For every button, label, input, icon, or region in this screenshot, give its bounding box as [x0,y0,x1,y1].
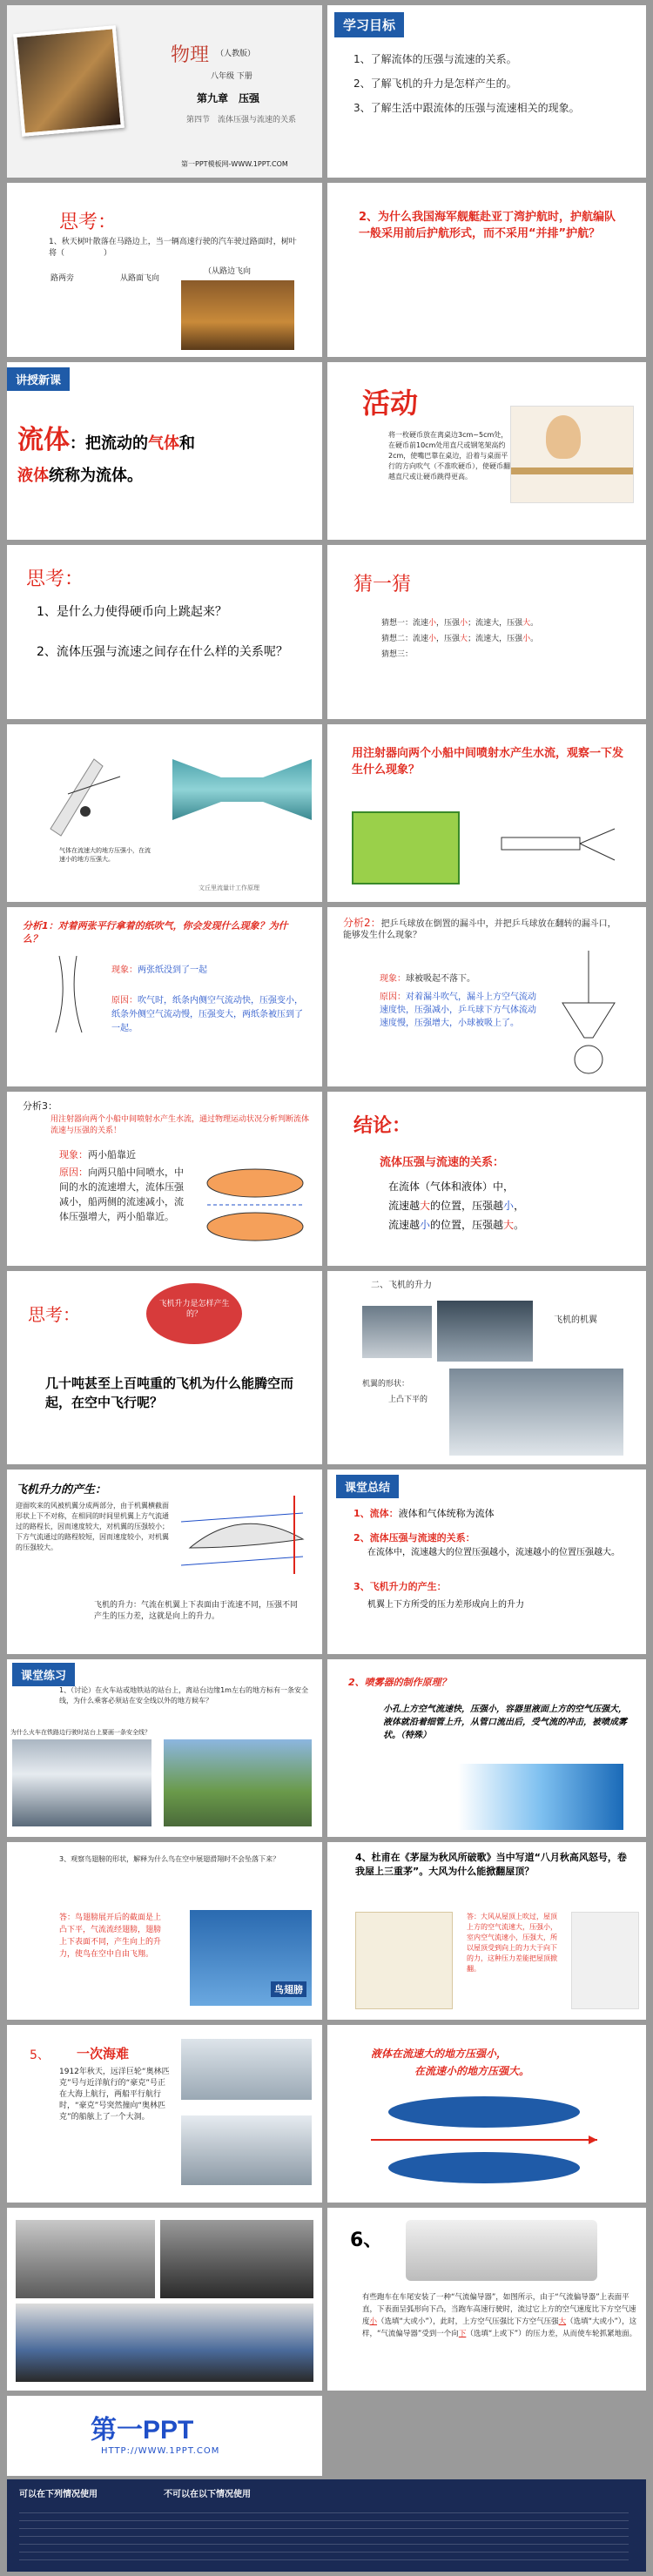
analysis3-lead: 分析3： [23,1100,57,1112]
option-from-roadside: （从路边飞向 [204,267,252,276]
two-ships-diagram [362,2088,606,2192]
syringe-sketch [493,811,623,881]
conclusion-title: 结论： [353,1115,412,1137]
bird-tag: 鸟翅膀 [271,1981,306,1997]
practice-header: 课堂练习 [12,1663,75,1686]
summary-point-3: 3、飞机升力的产生： [353,1581,447,1592]
analysis3-reason: 原因：向两只船中间喷水，中间的水的流速增大，流体压强减小，船两侧的流速减小，流体压强增大，两小船靠近。 [59,1167,184,1222]
conclusion-line-2: 流速越大的位置，压强越小， [388,1200,525,1212]
slide-guess [327,545,646,719]
slide-cars [7,2208,322,2391]
slide-syringe [327,724,646,902]
goal-item: 3、了解生活中跟流体的压强与流速相关的现象。 [353,102,580,114]
wing-label: 飞机的机翼 [554,1315,597,1325]
airfoil-diagram [181,1487,312,1583]
spoiler-car-photo [406,2220,597,2281]
shipwreck-number: 5、 [30,2048,50,2062]
car-photo-2 [160,2220,313,2298]
analysis2-phenomenon: 现象：球被吸起不落下。 [380,974,475,984]
think2-q2: 2、流体压强与流速之间存在什么样的关系呢？ [37,645,288,659]
slide-goals [327,5,646,178]
analysis3-phenomenon: 现象：两小船靠近 [59,1149,136,1160]
slide-roof [327,1842,646,2020]
shipwreck-title: 一次海难 [77,2046,130,2061]
goals-list [353,52,632,115]
slide-practice [7,1659,322,1837]
footer-logo: 第一PPT [91,2416,194,2445]
birds-question: 3、观察鸟翅膀的形状，解释为什么鸟在空中展翅滑翔时不会坠落下来？ [59,1855,280,1863]
plane-photo-1 [362,1306,432,1358]
analysis1-reason: 原因：吹气时，纸条内侧空气流动快，压强变小，纸条外侧空气流动慢，压强变大，两纸条被压到了一起。 [111,996,303,1033]
conclusion-line-1: 在流体（气体和液体）中， [388,1180,515,1193]
ship-photo-2 [181,2115,312,2185]
bird-photo [190,1910,312,2006]
sprayer-text: 小孔上方空气流速快，压强小，容器里液面上方的空气压强大，液体就沿着细管上升，从管口流出后，受气流的冲击，被喷成雾状。（特殊） [383,1705,627,1740]
birds-answer: 答：鸟翅膀展开后的截面是上凸下平，气流流经翅膀，翅膀上下表面不同，产生向上的升力，使鸟在空中自由飞翔。 [59,1914,162,1959]
footer-logo-panel [7,2396,322,2476]
cover-photo [13,25,125,137]
roof-illustration [571,1912,639,2009]
analysis1-phenomenon: 现象：两张纸没到了一起 [111,965,207,975]
footer-disallowed-title: 不可以在以下情况使用 [164,2490,251,2499]
goal-item: 1、了解流体的压强与流速的关系。 [353,53,517,65]
analysis1-title: 分析1：对着两张平行拿着的纸吹气，你会发现什么现象？为什么？ [23,920,288,945]
think2-q1: 1、是什么力使得硬币向上跳起来？ [37,605,227,619]
slide-birds [7,1842,322,2020]
summary-point-2: 2、流体压强与流速的关系： [353,1532,475,1544]
spoiler-question: 有些跑车在车尾安装了一种“气流偏导器”，如图所示，由于“气流偏导器”上表面平直，下表面呈弧形向下凸，当跑车高速行驶时，流过它上方的空气速度比下方空气速度小（选填“大或小”），此时，上方空气压强比下方空气压强大（选填“大或小”），这样，“气流偏导器”受到一个向下（选填“上或下”）的压力差，从而使车轮抓紧地面。 [362,2293,637,2338]
slide-sprayer [327,1659,646,1837]
summary-header: 课堂总结 [336,1475,399,1498]
poem-scroll [355,1912,453,2009]
plane-photo-2 [437,1301,533,1362]
venturi-caption-1: 气体在流速大的地方压强小，在流速小的地方压强大。 [59,847,151,863]
slide-venturi [7,724,322,902]
think-question: 1、秋天树叶散落在马路边上，当一辆高速行驶的汽车驶过路面时，树叶将（ ） [49,238,297,258]
analysis3-question: 用注射器向两个小船中间喷射水产生水流，通过物理运动状况分析判断流体流速与压强的关系！ [50,1115,310,1135]
roof-answer: 答：大风从屋顶上吹过，屋顶上方的空气流速大，压强小，室内空气流速小，压强大，所以屋顶受到向上的力大于向下的力，这种压力差能把屋顶掀翻。 [467,1913,557,1973]
coin-activity-illustration [510,406,634,503]
train-caption: 为什么火车在铁路边行驶时站台上要画一条安全线？ [10,1729,151,1736]
train-photo-2 [164,1739,312,1826]
fluid-term: 流体 [17,425,70,455]
syringe-title: 用注射器向两个小船中间喷射水产生水流，观察一下发生什么现象？ [352,747,624,777]
guess-3: 猜想三： [381,650,414,659]
summary-point-1: 1、流体：液体和气体统称为流体 [353,1508,495,1519]
option-roadside: 路两旁 [50,274,75,283]
goals-header: 学习目标 [334,12,404,37]
slide-lift-generation [7,1470,322,1654]
option-road: 从路面飞向 [120,274,160,283]
ship-photo-1 [181,2039,312,2100]
analysis2-question: 分析2：把乒乓球放在倒置的漏斗中，并把乒乓球放在翻转的漏斗口，能够发生什么现象？ [343,917,616,940]
activity-title: 活动 [362,387,419,420]
activity-text: 将一枚硬币放在离桌边3cm~5cm处，在硬币前10cm处用直尺或钢笔架高约2cm，使嘴巴靠在桌边，沿着与桌面平行的方向吹气（不准吹硬币），使硬币翻越直尺或让硬币跳得更高。 [388,431,510,481]
slide-analysis-1 [7,907,322,1086]
slide-shipwreck [7,2025,322,2203]
guess-title: 猜一猜 [353,574,412,595]
slide-activity [327,362,646,540]
wing-shape-desc: 上凸下平的 [388,1396,428,1404]
cover-edition: （人教版） [216,50,256,58]
thought-bubble: 飞机升力是怎样产生的？ [146,1283,242,1344]
summary-point-2-text: 在流体中，流速越大的位置压强越小，流速越小的位置压强越大。 [367,1548,620,1557]
conclusion-subtitle: 流体压强与流速的关系： [380,1156,505,1169]
footer-url: HTTP://WWW.1PPT.COM [101,2446,220,2456]
think3-question: 几十吨甚至上百吨重的飞机为什么能腾空而起，在空中飞行呢？ [45,1375,294,1410]
slide-ships-conclusion [327,2025,646,2203]
cover-section: 第四节 流体压强与流速的关系 [186,116,297,124]
conclusion-line-3: 流速越小的位置，压强越大。 [388,1219,525,1231]
cover-brand: 第一PPT模板网-WWW.1PPT.COM [181,160,288,168]
venturi-caption-2: 文丘里流量计工作原理 [199,884,259,891]
car-photo-3 [16,2304,313,2382]
sprayer-title: 2、喷雾器的制作原理？ [348,1677,451,1688]
syringe-video-thumb [352,811,460,884]
new-lesson-header: 讲授新课 [7,367,70,391]
practice-question-1: 1、（讨论）在火车站或地铁站的站台上，离站台边缘1m左右的地方标有一条安全线，为什么乘客必须站在安全线以外的地方候车？ [59,1686,308,1705]
slide-cover [7,5,322,178]
slide-plane-lift [327,1271,646,1464]
slide-analysis-2 [327,907,646,1086]
paper-strips-drawing [42,956,103,1034]
funnel-ball-drawing [545,951,632,1081]
cover-grade: 八年级 下册 [211,72,252,81]
slide-conclusion [327,1092,646,1266]
lift-definition: 飞机的升力：气流在机翼上下表面由于流速不同，压强不同产生的压力差，这就是向上的升力。 [94,1601,299,1621]
paper-strip-illustration [33,742,138,846]
slide-think-leaves [7,183,322,357]
shipwreck-text: 1912年秋天，远洋巨轮“奥林匹克”号与近洋航行的“豪克”号正在大海上航行，两船平行航行时，“豪克”号突然撞向“奥林匹克”的船舷上了一个大洞。 [59,2068,170,2122]
spoiler-number: 6、 [350,2230,383,2251]
slide-analysis-3 [7,1092,322,1266]
footer-usage-panel [7,2479,646,2572]
think-title: 思考： [59,212,118,233]
slide-navy [327,183,646,357]
wing-shape-label: 机翼的形状： [362,1380,410,1389]
analysis2-reason: 原因：对着漏斗吹气，漏斗上方空气流动速度快，压强减小，乒乓球下方气体流动速度慢，压强增大，小球被吸上了。 [380,992,536,1028]
cover-title: 物理 [171,44,210,66]
cover-chapter: 第九章 压强 [197,92,260,104]
footer-allowed-title: 可以在下列情况使用 [19,2490,98,2499]
car-photo [181,280,294,350]
slide-spoiler [327,2208,646,2391]
plane-section-title: 二、飞机的升力 [371,1281,432,1290]
guess-1: 猜想一：流速小，压强小；流速大，压强大。 [381,619,539,628]
think3-title: 思考： [28,1304,80,1325]
roof-question: 4、杜甫在《茅屋为秋风所破歌》当中写道“八月秋高风怒号，卷我屋上三重茅”。大风为什么能掀翻屋顶？ [355,1852,627,1877]
summary-point-3-text: 机翼上下方所受的压力差形成向上的升力 [367,1600,524,1610]
venturi-tube [172,759,312,820]
slide-fluid-def [7,362,322,540]
train-photo-1 [12,1739,151,1826]
sprayer-photo [458,1764,623,1830]
car-photo-1 [16,2220,155,2298]
lift-text: 迎面吹来的风被机翼分成两部分，由于机翼横截面形状上下不对称，在相同的时间里机翼上方气流通过的路程长，因而速度较大，对机翼的压强较小；下方气流通过的路程较短，因而速度较小，对机翼的压强较大。 [16,1502,169,1551]
slide-summary [327,1470,646,1654]
guess-2: 猜想二：流速小，压强大；流速大，压强小。 [381,635,539,643]
ships-line-2: 在流速小的地方压强大。 [414,2065,530,2077]
footer-link-list [19,2505,629,2566]
navy-question: 2、为什么我国海军舰艇赴亚丁湾护航时，护航编队一般采用前后护航形式，而不采用“并排”护航？ [359,211,616,240]
goal-item: 2、了解飞机的升力是怎样产生的。 [353,77,517,90]
slide-think-coin [7,545,322,719]
plane-photo-3 [449,1369,623,1456]
think2-title: 思考： [26,568,84,590]
two-boats-drawing [199,1161,312,1248]
ships-line-1: 液体在流速大的地方压强小， [371,2048,508,2060]
fluid-definition: 流体：把流动的气体和 液体统称为流体。 [17,425,195,485]
lift-title: 飞机升力的产生： [16,1483,107,1497]
slide-think-plane [7,1271,322,1464]
